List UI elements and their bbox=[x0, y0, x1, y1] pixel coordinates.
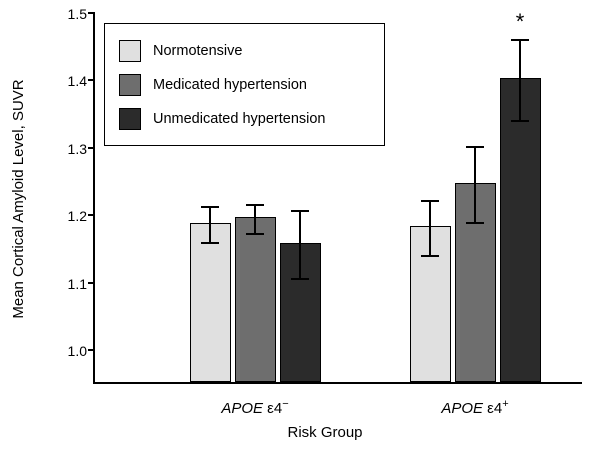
y-axis-tick-label: 1.5 bbox=[67, 6, 87, 22]
y-axis-tick-mark bbox=[88, 12, 95, 14]
y-axis-tick-mark bbox=[88, 147, 95, 149]
significance-annotation: * bbox=[515, 8, 525, 34]
error-bar-cap-upper bbox=[421, 200, 439, 202]
legend-item bbox=[119, 34, 384, 68]
error-bar-cap-lower bbox=[511, 120, 529, 122]
y-axis-title: Mean Cortical Amyloid Level, SUVR bbox=[10, 79, 27, 319]
x-axis-group-label: APOE ε4− bbox=[221, 398, 289, 417]
chart-legend bbox=[104, 23, 385, 146]
x-axis-group-label: APOE ε4+ bbox=[441, 398, 509, 417]
y-axis-tick-label: 1.0 bbox=[67, 343, 87, 360]
legend-item bbox=[119, 68, 384, 102]
error-bar bbox=[254, 205, 256, 235]
y-axis-tick-label: 1.3 bbox=[67, 140, 87, 157]
error-bar bbox=[299, 211, 301, 278]
error-bar-cap-lower bbox=[201, 242, 219, 244]
error-bar bbox=[474, 147, 476, 224]
y-axis-tick-mark bbox=[88, 349, 95, 351]
error-bar bbox=[519, 40, 521, 121]
error-bar bbox=[209, 207, 211, 243]
error-bar-cap-lower bbox=[421, 255, 439, 257]
legend-item bbox=[119, 102, 384, 136]
bar bbox=[235, 217, 276, 382]
error-bar-cap-upper bbox=[511, 39, 529, 41]
error-bar-cap-upper bbox=[246, 204, 264, 206]
y-axis-tick-mark bbox=[88, 214, 95, 216]
error-bar-cap-upper bbox=[466, 146, 484, 148]
legend-swatch-unmedicated-hypertension bbox=[119, 108, 141, 130]
bar bbox=[500, 78, 541, 382]
y-axis-tick-mark bbox=[88, 282, 95, 284]
y-axis-tick-label: 1.2 bbox=[67, 208, 87, 225]
legend-label: Normotensive bbox=[153, 43, 243, 59]
error-bar-cap-lower bbox=[246, 233, 264, 235]
legend-swatch-normotensive bbox=[119, 40, 141, 62]
error-bar-cap-lower bbox=[466, 222, 484, 224]
legend-label: Unmedicated hypertension bbox=[153, 111, 326, 127]
error-bar-cap-upper bbox=[201, 206, 219, 208]
y-axis-tick-mark bbox=[88, 79, 95, 81]
error-bar bbox=[429, 201, 431, 256]
legend-swatch-medicated-hypertension bbox=[119, 74, 141, 96]
y-axis-tick-label: 1.1 bbox=[67, 275, 87, 292]
legend-label: Medicated hypertension bbox=[153, 77, 307, 93]
bar bbox=[190, 223, 231, 382]
error-bar-cap-upper bbox=[291, 210, 309, 212]
y-axis-tick-label: 1.4 bbox=[67, 73, 87, 90]
error-bar-cap-lower bbox=[291, 278, 309, 280]
x-axis-title: Risk Group bbox=[287, 424, 363, 441]
